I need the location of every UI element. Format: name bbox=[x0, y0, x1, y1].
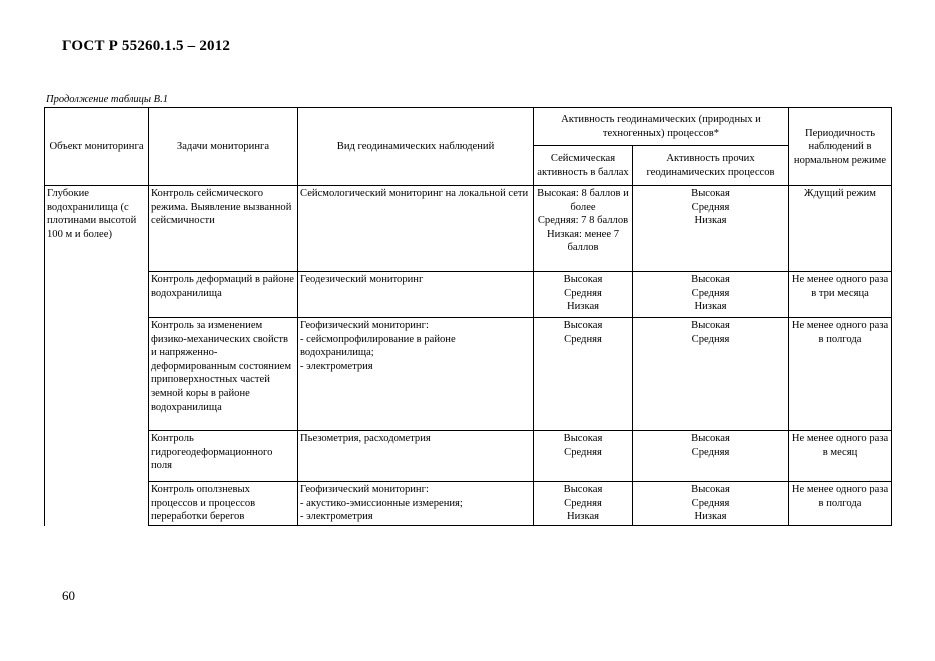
task-cell: Контроль сейсмического режима. Выявление вызванной сейсмичности bbox=[149, 186, 298, 272]
seismic-line: Средняя bbox=[564, 497, 602, 509]
table-row bbox=[45, 186, 892, 272]
other-activity-cell bbox=[633, 186, 789, 272]
document-title: ГОСТ Р 55260.1.5 – 2012 bbox=[62, 38, 231, 54]
observation-line: - акустико-эмиссионные измерения; bbox=[300, 497, 463, 509]
other-activity-cell bbox=[633, 431, 789, 482]
task-cell: Контроль оползневых процессов и процессов переработки берегов bbox=[149, 482, 298, 526]
seismic-cell bbox=[534, 431, 633, 482]
other-activity-line: Высокая bbox=[691, 274, 730, 285]
seismic-line: Низкая: менее 7 баллов bbox=[546, 228, 620, 254]
observation-line: Геофизический мониторинг: bbox=[300, 320, 429, 331]
seismic-line: Средняя bbox=[564, 333, 602, 345]
seismic-line: Низкая bbox=[566, 511, 600, 523]
seismic-line: Высокая bbox=[563, 433, 603, 444]
other-activity-cell bbox=[633, 318, 789, 431]
page-number: 60 bbox=[62, 588, 75, 603]
periodicity-cell: Не менее одного раза в полгода bbox=[789, 482, 892, 526]
seismic-line: Высокая: 8 баллов и более bbox=[537, 188, 629, 213]
observation-line: Пьезометрия, расходометрия bbox=[300, 433, 431, 444]
observation-line: Геодезический мониторинг bbox=[300, 274, 424, 285]
other-activity-line: Высокая bbox=[691, 320, 730, 331]
monitoring-table bbox=[44, 107, 892, 526]
table-row bbox=[45, 482, 892, 526]
seismic-cell bbox=[534, 272, 633, 318]
seismic-line: Низкая bbox=[566, 301, 600, 313]
other-activity-line: Высокая bbox=[691, 188, 730, 199]
other-activity-line: Низкая bbox=[694, 215, 727, 227]
task-cell: Контроль за изменением физико-механических свойств и напряженно-деформированным состоянием приповерхностных частей земной коры в районе водохранилища bbox=[149, 318, 298, 431]
other-activity-cell bbox=[633, 482, 789, 526]
periodicity-cell: Не менее одного раза в месяц bbox=[789, 431, 892, 482]
observation-cell bbox=[298, 431, 534, 482]
header-other-activity: Активность прочих геодинамических процессов bbox=[633, 146, 789, 186]
other-activity-line: Средняя bbox=[691, 446, 730, 458]
other-activity-line: Средняя bbox=[691, 497, 730, 509]
header-periodicity: Периодичность наблюдений в нормальном режиме bbox=[789, 108, 892, 186]
table-caption: Продолжение таблицы В.1 bbox=[46, 94, 168, 105]
seismic-cell bbox=[534, 186, 633, 272]
periodicity-cell: Ждущий режим bbox=[789, 186, 892, 272]
task-cell: Контроль гидрогеодеформационного поля bbox=[149, 431, 298, 482]
seismic-line: Средняя: 7 8 баллов bbox=[537, 215, 629, 227]
header-activity-group: Активность геодинамических (природных и техногенных) процессов* bbox=[534, 108, 789, 146]
table-row bbox=[45, 318, 892, 431]
other-activity-line: Высокая bbox=[691, 433, 730, 444]
seismic-line: Высокая bbox=[563, 274, 603, 285]
observation-cell bbox=[298, 272, 534, 318]
observation-cell bbox=[298, 482, 534, 526]
table-row bbox=[45, 431, 892, 482]
seismic-cell bbox=[534, 482, 633, 526]
seismic-line: Средняя bbox=[564, 446, 602, 458]
periodicity-cell: Не менее одного раза в полгода bbox=[789, 318, 892, 431]
observation-line: - сейсмопрофилирование в районе водохранилища; bbox=[300, 333, 456, 359]
other-activity-line: Низкая bbox=[694, 301, 727, 313]
observation-line: Геофизический мониторинг: bbox=[300, 484, 429, 495]
seismic-line: Высокая bbox=[563, 484, 603, 495]
seismic-cell bbox=[534, 318, 633, 431]
observation-cell bbox=[298, 186, 534, 272]
other-activity-line: Средняя bbox=[691, 287, 730, 299]
other-activity-line: Средняя bbox=[691, 201, 730, 213]
header-tasks: Задачи мониторинга bbox=[149, 108, 298, 186]
other-activity-line: Высокая bbox=[691, 484, 730, 495]
header-seismic-activity: Сейсмическая активность в баллах bbox=[534, 146, 633, 186]
other-activity-cell bbox=[633, 272, 789, 318]
seismic-line: Высокая bbox=[563, 320, 603, 331]
header-observation-type: Вид геодинамических наблюдений bbox=[298, 108, 534, 186]
header-object: Объект мониторинга bbox=[45, 108, 149, 186]
object-cell: Глубокие водохранилища (с плотинами высотой 100 м и более) bbox=[45, 186, 149, 526]
observation-line: - электрометрия bbox=[300, 511, 373, 523]
seismic-line: Средняя bbox=[564, 287, 602, 299]
task-cell: Контроль деформаций в районе водохранилища bbox=[149, 272, 298, 318]
table-row bbox=[45, 272, 892, 318]
other-activity-line: Низкая bbox=[694, 511, 727, 523]
periodicity-cell: Не менее одного раза в три месяца bbox=[789, 272, 892, 318]
observation-line: - электрометрия bbox=[300, 360, 373, 372]
observation-cell bbox=[298, 318, 534, 431]
observation-line: Сейсмологический мониторинг на локальной сети bbox=[300, 188, 529, 199]
other-activity-line: Средняя bbox=[691, 333, 730, 345]
